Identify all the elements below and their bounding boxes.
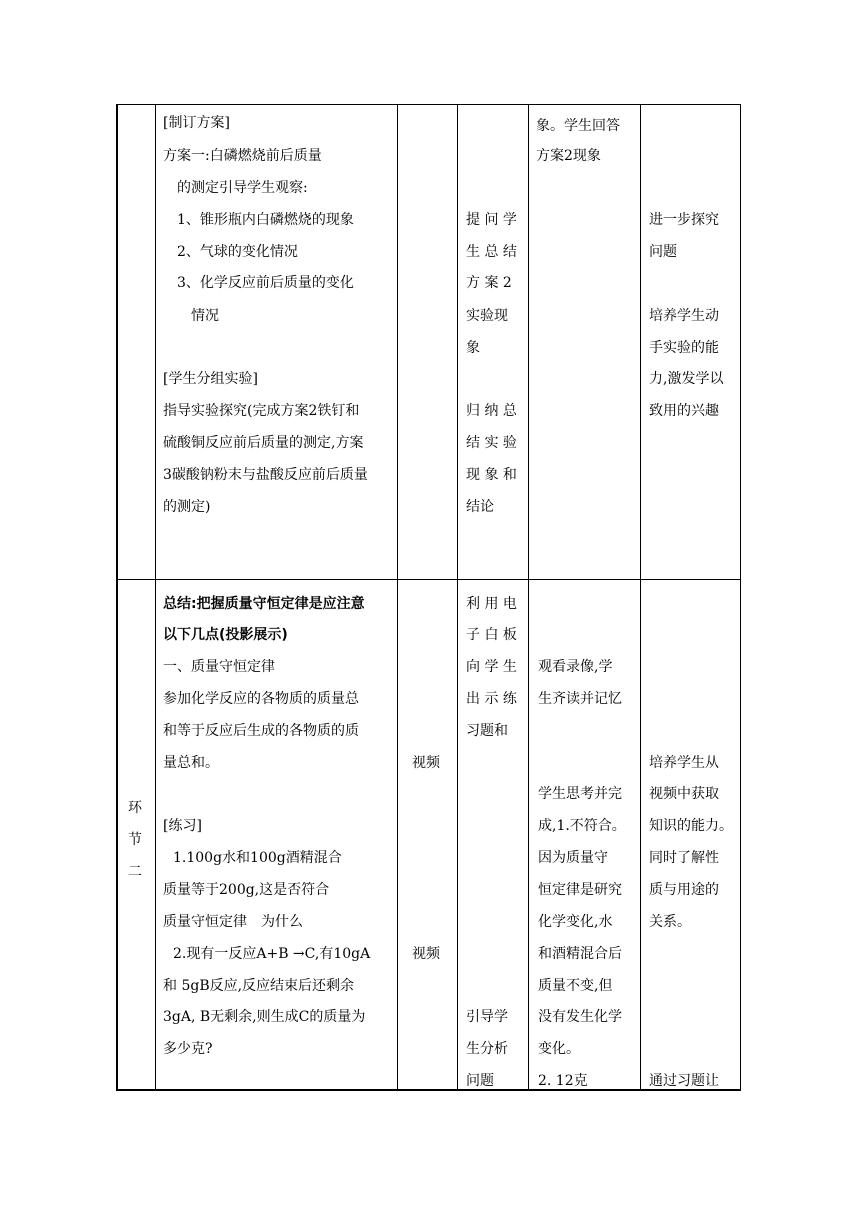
content-line: 的测定引导学生观察: — [177, 180, 308, 196]
student-line: 和酒精混合后 — [538, 946, 622, 962]
exercise-line: 质量守恒定律 为什么 — [163, 914, 303, 930]
intent-line: 力,激发学以 — [649, 371, 724, 387]
summary-heading: 总结:把握质量守恒定律是应注意 — [163, 596, 365, 612]
column-divider — [397, 104, 398, 1090]
section-label-char: 二 — [128, 864, 142, 880]
summary-heading: 以下几点(投影展示) — [163, 627, 288, 643]
teacher-line: 结论 — [466, 499, 494, 515]
column-divider — [457, 104, 458, 1090]
student-line: 变化。 — [538, 1041, 580, 1057]
teacher-line: 子 白 板 — [466, 627, 517, 643]
content-line: 2、气球的变化情况 — [177, 244, 298, 260]
student-line: 观看录像,学 — [538, 659, 613, 675]
teacher-line: 出 示 练 — [466, 691, 517, 707]
intent-line: 关系。 — [649, 914, 691, 930]
student-line: 2. 12克 — [538, 1073, 588, 1089]
content-line: 和等于反应后生成的各物质的质 — [163, 723, 359, 739]
column-divider — [155, 104, 156, 1090]
teacher-line: 象 — [466, 340, 480, 356]
content-line: 3、化学反应前后质量的变化 — [177, 275, 354, 291]
content-line: 指导实验探究(完成方案2铁钉和 — [163, 403, 360, 419]
intent-line: 视频中获取 — [649, 786, 719, 802]
content-line: 方案一:白磷燃烧前后质量 — [163, 148, 322, 164]
student-line: 学生思考并完 — [538, 786, 622, 802]
intent-line: 进一步探究 — [649, 212, 719, 228]
teacher-line: 现 象 和 — [466, 467, 517, 483]
intent-line: 同时了解性 — [649, 850, 719, 866]
intent-line: 培养学生从 — [649, 755, 719, 771]
student-line: 因为质量守 — [538, 850, 608, 866]
teacher-line: 归 纳 总 — [466, 403, 517, 419]
student-line: 生齐读并记忆 — [538, 691, 622, 707]
table-border-left — [116, 104, 118, 1090]
exercise-line: 多少克? — [163, 1041, 213, 1057]
section-label-char: 节 — [128, 832, 142, 848]
student-line: 象。学生回答 — [536, 118, 620, 134]
teacher-line: 习题和 — [466, 723, 508, 739]
student-line: 没有发生化学 — [538, 1009, 622, 1025]
student-line: 成,1.不符合。 — [538, 818, 626, 834]
teacher-line: 生 总 结 — [466, 244, 517, 260]
table-border-bottom — [116, 1089, 741, 1091]
section-heading: [练习] — [163, 818, 202, 834]
content-line: 一、质量守恒定律 — [163, 659, 275, 675]
teacher-line: 结 实 验 — [466, 435, 517, 451]
exercise-line: 1.100g水和100g酒精混合 — [173, 850, 342, 866]
teacher-line: 方 案 2 — [466, 275, 512, 291]
column-divider — [640, 104, 641, 1090]
content-line: 的测定) — [163, 499, 211, 515]
media-label: 视频 — [412, 755, 440, 771]
intent-line: 知识的能力。 — [649, 818, 733, 834]
content-line: 3碳酸钠粉末与盐酸反应前后质量 — [163, 467, 368, 483]
column-divider — [528, 104, 529, 1090]
teacher-line: 提 问 学 — [466, 212, 517, 228]
intent-line: 质与用途的 — [649, 882, 719, 898]
section-heading: [学生分组实验] — [163, 371, 258, 387]
intent-line: 致用的兴趣 — [649, 403, 719, 419]
content-line: 参加化学反应的各物质的质量总 — [163, 691, 359, 707]
section-label-char: 环 — [128, 800, 142, 816]
table-border-top — [116, 104, 741, 105]
content-line: 1、锥形瓶内白磷燃烧的现象 — [177, 212, 354, 228]
teacher-line: 引导学 — [466, 1009, 508, 1025]
media-label: 视频 — [412, 946, 440, 962]
intent-line: 通过习题让 — [649, 1073, 719, 1089]
teacher-line: 问题 — [466, 1073, 494, 1089]
exercise-line: 和 5gB反应,反应结束后还剩余 — [163, 978, 355, 994]
student-line: 质量不变,但 — [538, 978, 613, 994]
content-line: 硫酸铜反应前后质量的测定,方案 — [163, 435, 364, 451]
content-line: 量总和。 — [163, 755, 219, 771]
teacher-line: 利 用 电 — [466, 596, 517, 612]
intent-line: 手实验的能 — [649, 340, 719, 356]
table-border-right — [740, 104, 741, 1090]
student-line: 化学变化,水 — [538, 914, 613, 930]
row-divider — [116, 579, 741, 580]
student-line: 方案2现象 — [536, 148, 601, 164]
section-heading: [制订方案] — [163, 115, 230, 131]
teacher-line: 向 学 生 — [466, 659, 517, 675]
intent-line: 问题 — [649, 244, 677, 260]
content-line: 情况 — [191, 308, 219, 324]
exercise-line: 质量等于200g,这是否符合 — [163, 882, 330, 898]
intent-line: 培养学生动 — [649, 308, 719, 324]
exercise-line: 2.现有一反应A+B →C,有10gA — [173, 946, 371, 962]
exercise-line: 3gA, B无剩余,则生成C的质量为 — [163, 1009, 366, 1025]
teacher-line: 生分析 — [466, 1041, 508, 1057]
teacher-line: 实验现 — [466, 308, 508, 324]
student-line: 恒定律是研究 — [538, 882, 622, 898]
